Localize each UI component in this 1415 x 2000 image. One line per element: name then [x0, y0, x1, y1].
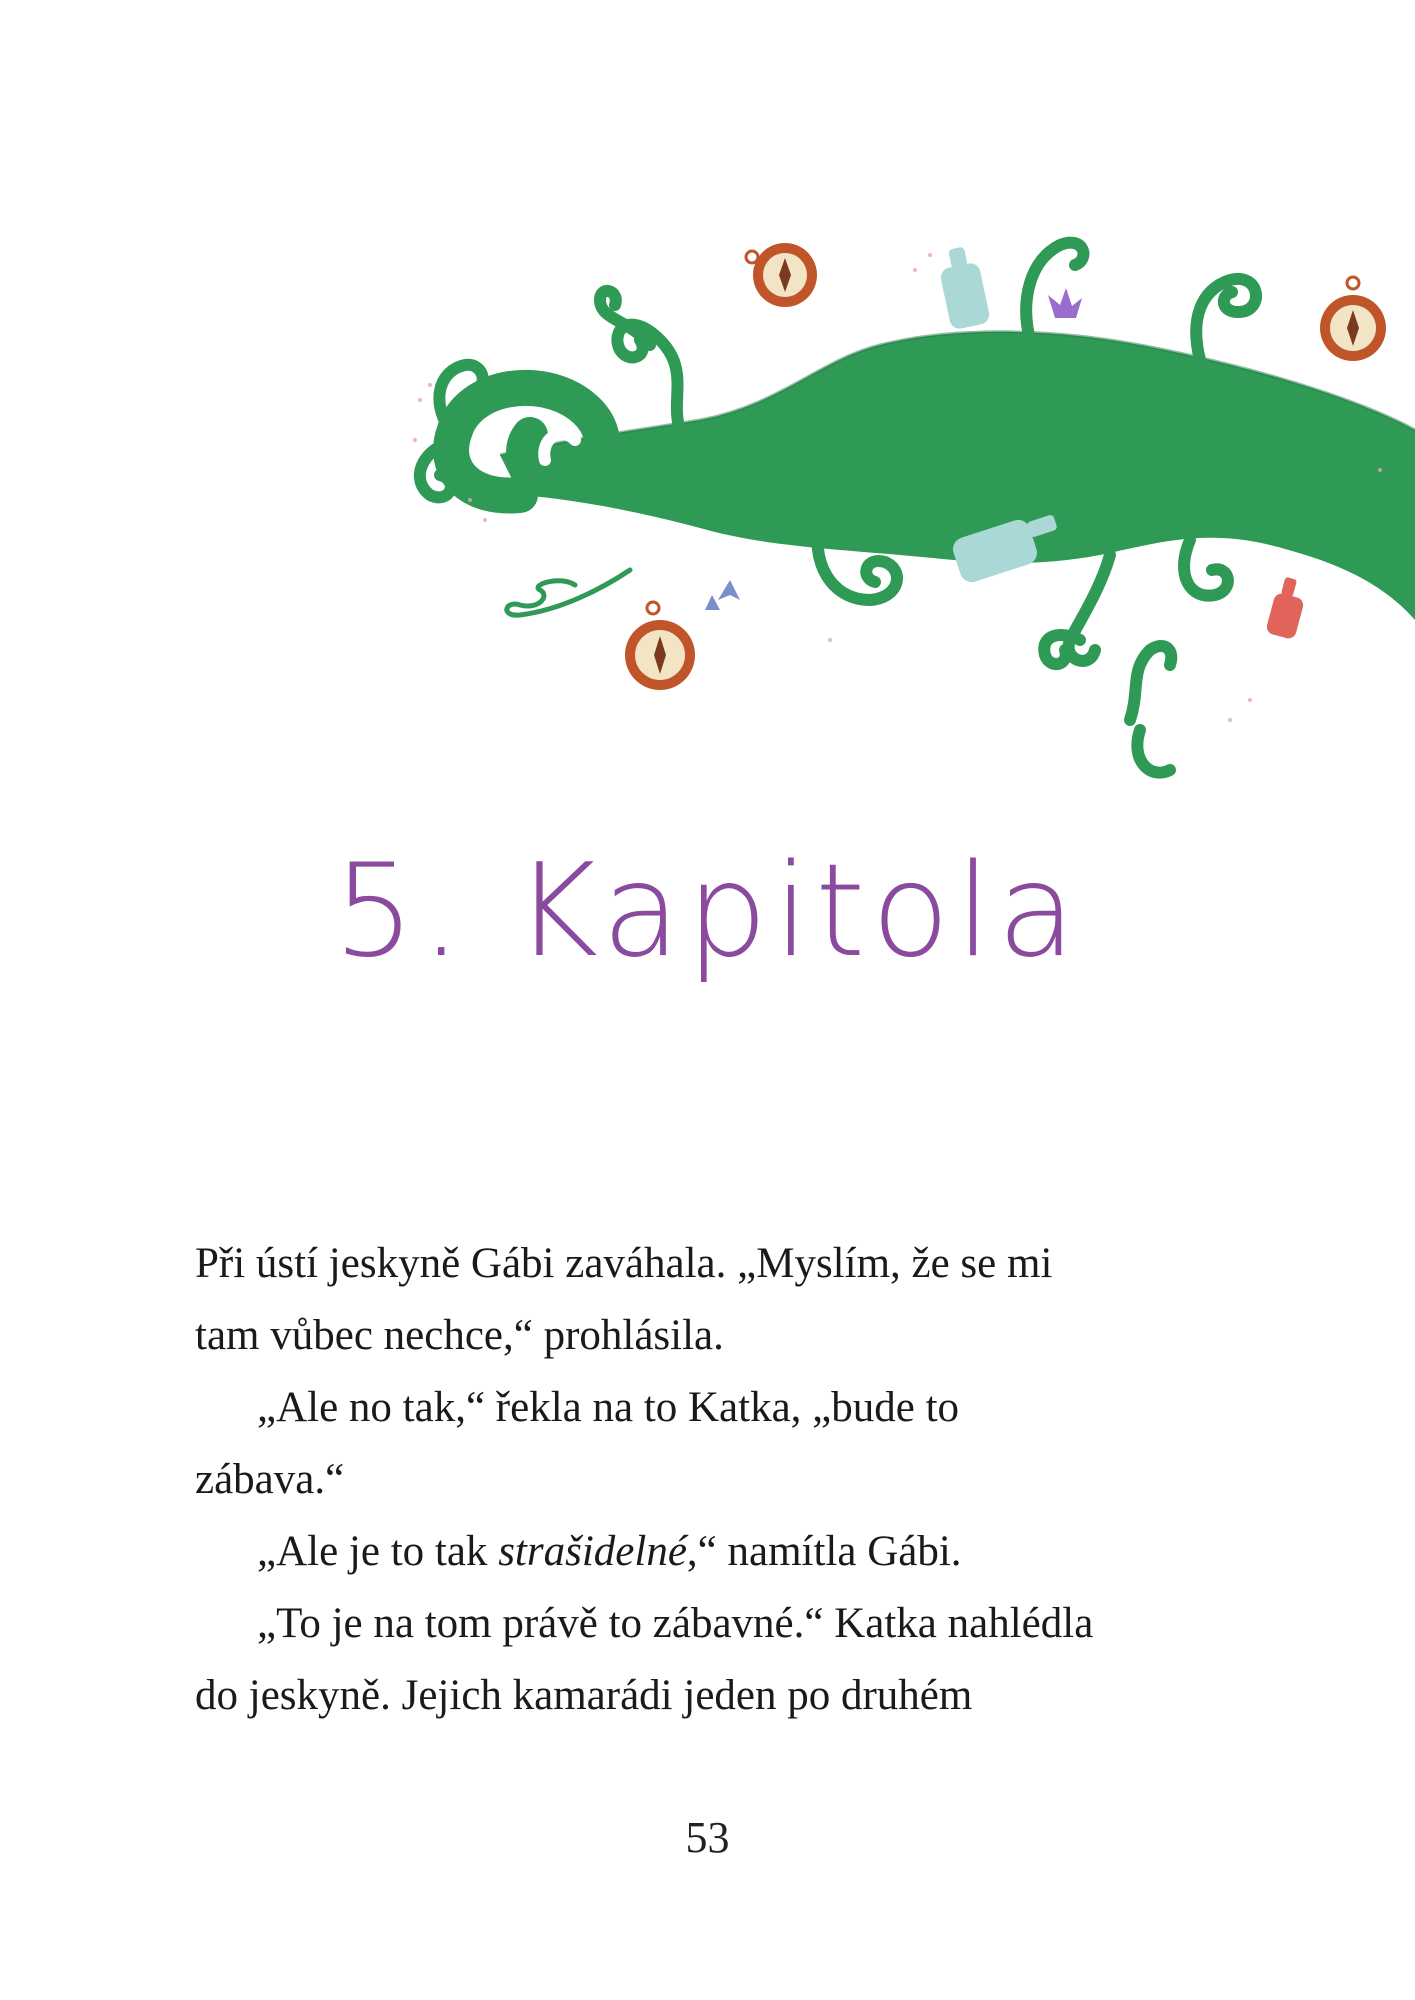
text-line: Při ústí jeskyně Gábi zaváhala. „Myslím, že se mi — [195, 1240, 1053, 1287]
flower-icon — [1048, 288, 1082, 318]
chapter-title: 5. Kapitola — [333, 837, 1082, 986]
compass-icon — [1320, 277, 1386, 361]
glass-bottle-icon — [939, 247, 991, 331]
text-line: „To je na tom právě to zábavné.“ Katka nahlédla — [257, 1600, 1094, 1647]
body-text — [195, 1228, 1255, 1732]
page-number: 53 — [685, 1813, 730, 1862]
red-bottle-icon — [1265, 577, 1305, 640]
text-line — [195, 1516, 1255, 1588]
arrow-icon — [705, 580, 740, 610]
beanstalk-illustration — [0, 0, 1415, 820]
emphasis-text: strašidelné — [498, 1528, 687, 1575]
text-line: tam vůbec nechce,“ prohlásila. — [195, 1312, 724, 1359]
compass-icon — [746, 243, 817, 307]
text-line: do jeskyně. Jejich kamarádi jeden po druhém — [195, 1672, 973, 1719]
vine-trunk — [500, 332, 1415, 620]
compass-icon — [625, 602, 695, 690]
text-line: zábava.“ — [195, 1456, 345, 1503]
text-span: „Ale je to tak — [257, 1528, 499, 1575]
text-line: „Ale no tak,“ řekla na to Katka, „bude to — [257, 1384, 960, 1431]
text-span: ,“ namítla Gábi. — [686, 1528, 962, 1575]
